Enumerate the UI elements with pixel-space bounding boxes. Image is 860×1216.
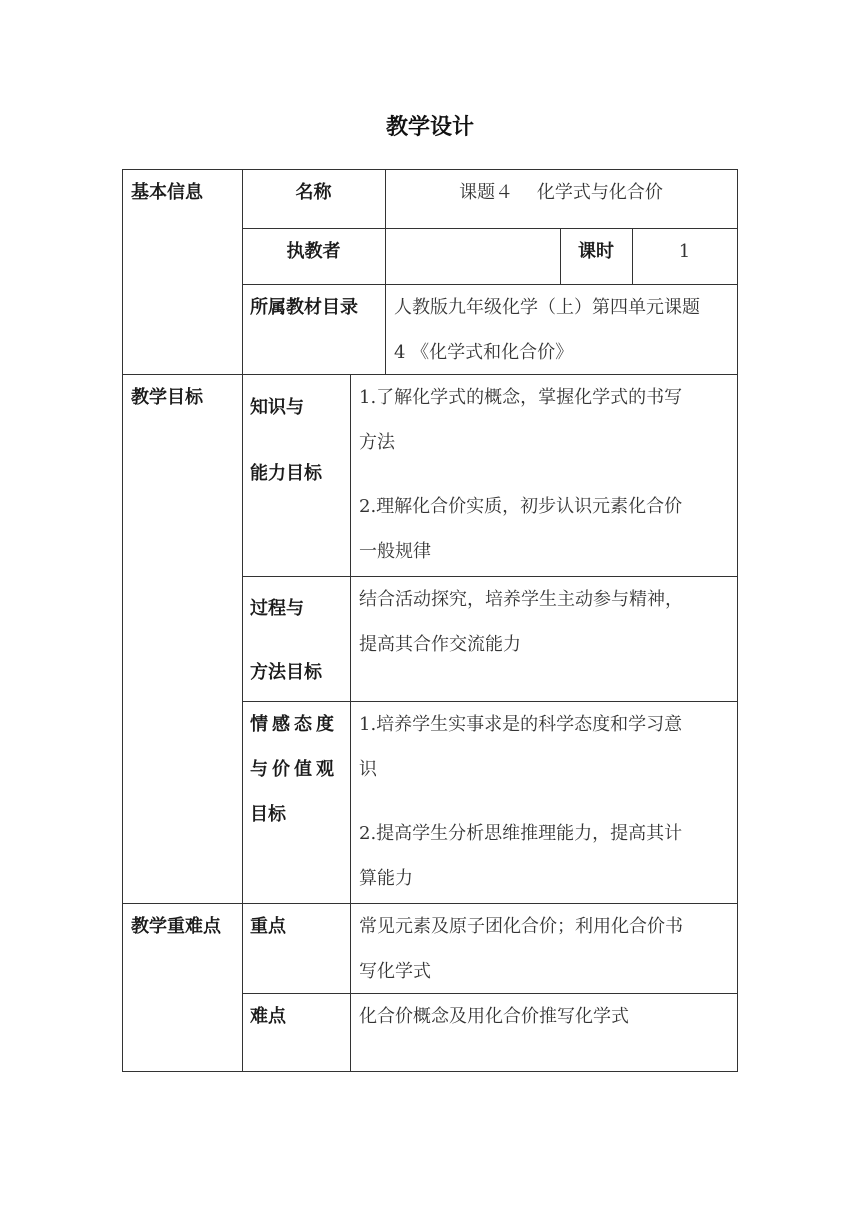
- objective-line: 识: [359, 759, 377, 780]
- column-divider: [242, 169, 243, 1072]
- objective-line: 1.了解化学式的概念，掌握化学式的书写: [359, 387, 683, 408]
- catalog-line: 4 《化学式和化合价》: [394, 342, 574, 363]
- teacher-label: 执教者: [286, 241, 341, 262]
- key-point-label: 重点: [250, 916, 286, 937]
- catalog-label: 所属教材目录: [250, 297, 358, 318]
- catalog-line: 人教版九年级化学（上）第四单元课题: [394, 297, 700, 318]
- difficult-point-line: 化合价概念及用化合价推写化学式: [359, 1006, 629, 1027]
- key-point-line: 写化学式: [359, 961, 431, 982]
- objective-line: 1.培养学生实事求是的科学态度和学习意: [359, 714, 683, 735]
- difficult-point-content: [359, 994, 629, 1039]
- period-label: 课时: [578, 241, 614, 262]
- page-title: 教学设计: [385, 115, 474, 140]
- column-divider: [350, 374, 351, 1072]
- difficult-point-label: 难点: [250, 1006, 286, 1027]
- section-label-objectives: 教学目标: [131, 387, 203, 408]
- key-point-line: 常见元素及原子团化合价；利用化合价书: [359, 916, 683, 937]
- table-border-left: [122, 169, 123, 1072]
- name-value: 课题４ 化学式与化合价: [459, 182, 663, 203]
- objective-line: 提高其合作交流能力: [359, 634, 521, 655]
- knowledge-ability-content: [359, 375, 682, 574]
- key-point-content: [359, 904, 683, 994]
- table-border-bottom: [122, 1071, 738, 1072]
- period-value: 1: [678, 241, 691, 262]
- emotion-values-content: [359, 702, 682, 901]
- objective-line: 2.提高学生分析思维推理能力，提高其计: [359, 823, 683, 844]
- objective-line: 一般规律: [359, 541, 431, 562]
- process-method-content: [359, 577, 683, 667]
- objective-line: 2.理解化合价实质，初步认识元素化合价: [359, 496, 683, 517]
- knowledge-ability-label: 知识与 能力目标: [250, 397, 322, 484]
- section-label-key-points: 教学重难点: [131, 916, 221, 937]
- table-border-right: [737, 169, 738, 1072]
- objective-line: 结合活动探究，培养学生主动参与精神，: [359, 589, 683, 610]
- objective-line: 方法: [359, 432, 395, 453]
- process-method-label: 过程与 方法目标: [250, 598, 322, 683]
- emotion-values-label: 情感态度 与价值观 目标: [250, 714, 338, 825]
- catalog-value: [394, 285, 700, 375]
- objective-line: 算能力: [359, 868, 413, 889]
- name-label: 名称: [295, 182, 332, 203]
- section-label-basic-info: 基本信息: [131, 182, 203, 203]
